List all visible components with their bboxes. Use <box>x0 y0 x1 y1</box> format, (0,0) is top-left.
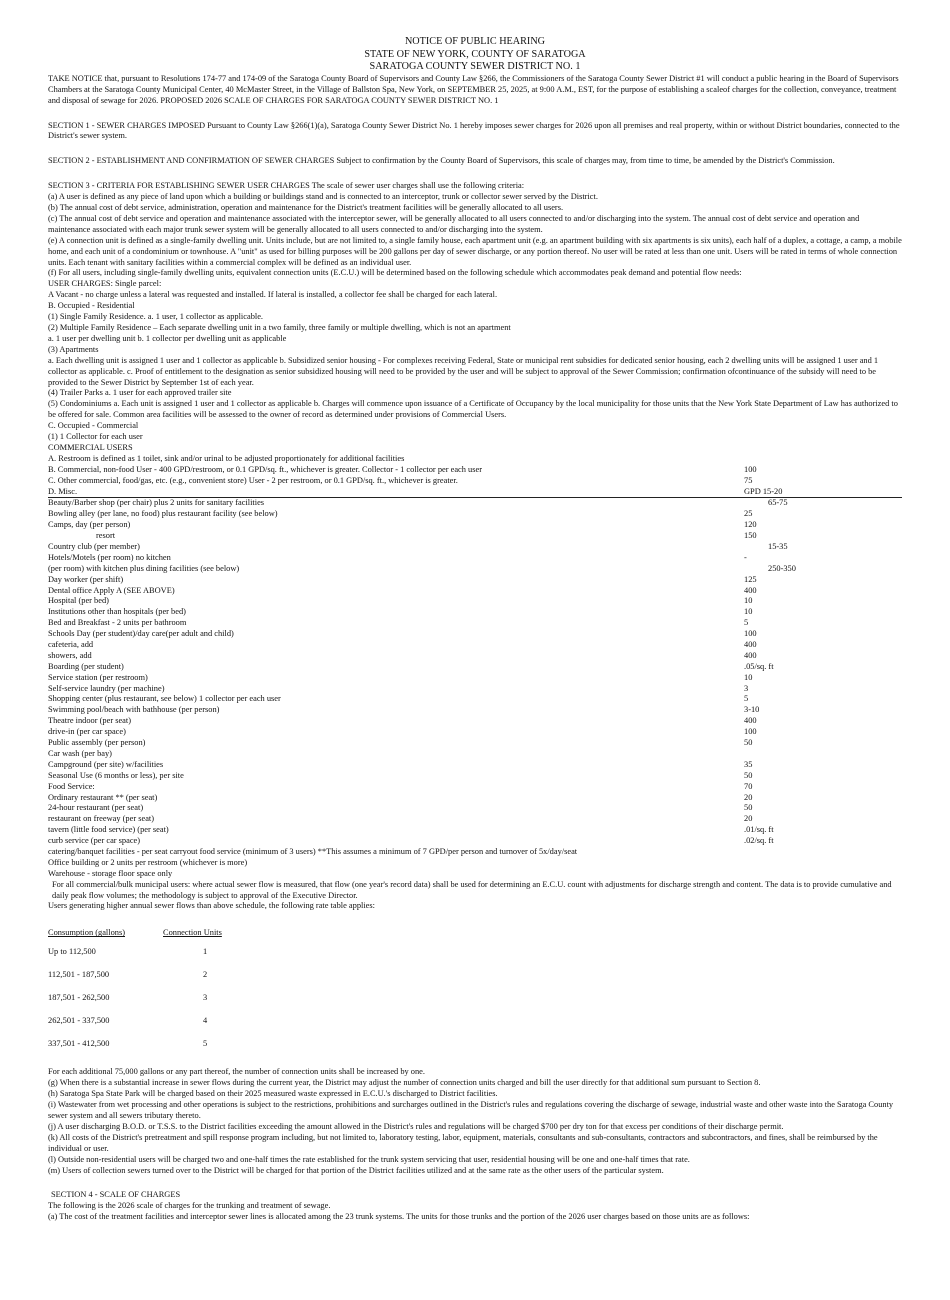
rate-units: 3 <box>203 993 208 1003</box>
clause-j: (j) A user discharging B.O.D. or T.S.S. to the District facilities exceeding the amount allowed in the District's rules and regulations will be charged $700 per dry ton for that excess per conditions of their discharge permit. <box>48 1121 784 1131</box>
gpd-row <box>48 760 902 771</box>
multiple-family-residence: (2) Multiple Family Residence – Each separate dwelling unit in a two family, three family or multiple dwelling, which is not an apartment <box>48 323 511 332</box>
gpd-row <box>48 498 902 509</box>
gpd-row-value: 15-35 <box>768 542 788 552</box>
gpd-row-label: C. Other commercial, food/gas, etc. (e.g., convenient store) User - 2 per restroom, or 0.1 GPD/sq. ft., whichever is greater. <box>48 475 458 485</box>
section-3-e: (e) A connection unit is defined as a single-family dwelling unit. Units include, but are not limited to, a single family house, each apartment unit (e.g. an apartment building with six apartments is six units), each half of a duplex, a cottage, a camp, a mobile home, and each unit of a condominium or townhouse. A "unit" as used for billing purposes will be 200 gallons per day of sewer discharge, or any portion thereof. No user will be rated at less than one unit. Users will be rated in terms of whole connection units. Each tenant with sanitary facilities within a commercial complex will be defined as an individual user. <box>48 235 902 267</box>
gpd-row-value: 100 <box>744 464 757 474</box>
section-4-intro: The following is the 2026 scale of charges for the trunking and treatment of sewage. <box>48 1201 331 1211</box>
rate-units: 4 <box>203 1016 208 1026</box>
gpd-row <box>48 596 902 607</box>
gpd-row <box>48 476 902 487</box>
bulk-users-text: For all commercial/bulk municipal users: where actual sewer flow is measured, that flow (one year's record data) shall be used for determining an E.C.U. count with adjustments for discharge strength and content. The data is to provide cumulative and daily peak flow volumes; the methodology is subject to approval of the Executive Director. <box>52 879 892 900</box>
gpd-row <box>48 607 902 618</box>
section-3 <box>48 181 902 465</box>
gpd-row-label: Bowling alley (per lane, no food) plus restaurant facility (see below) <box>48 509 278 519</box>
gpd-row-label: curb service (per car space) <box>48 836 141 846</box>
notice-state-county: STATE OF NEW YORK, COUNTY OF SARATOGA <box>364 48 586 60</box>
gpd-row <box>48 793 902 804</box>
gpd-row-label: B. Commercial, non-food User - 400 GPD/restroom, or 0.1 GPD/sq. ft., whichever is greater. Collector - 1 collector per each user <box>48 464 482 474</box>
gpd-row <box>48 847 902 858</box>
gpd-row-value: 65-75 <box>768 498 788 508</box>
gpd-row-label: Theatre indoor (per seat) <box>48 716 132 726</box>
section-3-heading: SECTION 3 - CRITERIA FOR ESTABLISHING SEWER USER CHARGES The scale of sewer user charges shall use the following criteria: <box>48 181 525 191</box>
gpd-row <box>48 640 902 651</box>
notice-header <box>48 36 902 74</box>
gpd-row <box>48 705 902 716</box>
gpd-row-label: Day worker (per shift) <box>48 574 124 584</box>
gpd-row-label: Camps, day (per person) <box>48 520 131 530</box>
occupied-commercial: C. Occupied - Commercial <box>48 421 139 431</box>
restroom-definition: A. Restroom is defined as 1 toilet, sink and/or urinal to be adjusted proportionately for additional facilities <box>48 453 405 463</box>
rate-table-row <box>48 1034 902 1057</box>
gpd-row <box>48 727 902 738</box>
gpd-row-value: 3-10 <box>744 705 760 715</box>
intro-paragraph: TAKE NOTICE that, pursuant to Resolutions 174-77 and 174-09 of the Saratoga County Board of Supervisors and County Law §266, the Commissioners of the Saratoga County Sewer District #1 will conduct a public hearing in the Board of Supervisors Chambers at the Saratoga County Municipal Center, 40 McMaster Street, in the Village of Ballston Spa, New York, on SEPTEMBER 25, 2025, at 9:00 A.M., EST, for the purpose of establishing a scaleof charges for the collection, conveyance, treatment and disposal of sewage for 2026. PROPOSED 2026 SCALE OF CHARGES FOR SARATOGA COUNTY SEWER DISTRICT NO. 1 <box>48 73 899 105</box>
section-4 <box>48 1190 902 1223</box>
gpd-row <box>48 716 902 727</box>
occupied-residential: B. Occupied - Residential <box>48 301 135 311</box>
gpd-row-label: Self-service laundry (per machine) <box>48 683 165 693</box>
gpd-row-value: 3 <box>744 683 749 693</box>
commercial-users-heading: COMMERCIAL USERS <box>48 442 133 452</box>
gpd-row-label: resort <box>96 531 116 541</box>
notice-title: NOTICE OF PUBLIC HEARING <box>404 36 546 47</box>
gpd-row <box>48 869 902 880</box>
vacant-text: A Vacant - no charge unless a lateral was requested and installed. If lateral is installed, a collector fee shall be charged for each lateral. <box>48 290 498 300</box>
gpd-row-value: 50 <box>744 738 753 748</box>
gpd-row-label: Shopping center (plus restaurant, see below) 1 collector per each user <box>48 694 281 704</box>
higher-flows-text: Users generating higher annual sewer flows than above schedule, the following rate table applies: <box>48 901 375 911</box>
gpd-row-label: Schools Day (per student)/day care(per adult and child) <box>48 629 234 639</box>
gpd-row-label: Food Service: <box>48 781 95 791</box>
section-1: SECTION 1 - SEWER CHARGES IMPOSED Pursuant to County Law §266(1)(a), Saratoga County Sewer District No. 1 hereby imposes sewer charges for 2026 upon all premises and real property, within or without District boundaries, connected to the District's sewer system. <box>48 120 900 141</box>
rate-units: 2 <box>203 970 208 980</box>
gpd-row-label: Institutions other than hospitals (per bed) <box>48 607 186 617</box>
gpd-row <box>48 629 902 640</box>
gpd-row <box>48 520 902 531</box>
after-table-clauses <box>48 1067 902 1176</box>
gpd-schedule <box>48 465 902 880</box>
gpd-row-label: Warehouse - storage floor space only <box>48 868 173 878</box>
gpd-row-value: 100 <box>744 629 757 639</box>
gpd-row-label: showers, add <box>48 650 92 660</box>
rate-range: Up to 112,500 <box>48 947 96 957</box>
section-3-b: (b) The annual cost of debt service, administration, operation and maintenance for the District's treatment facilities will be generally allocated to all users. <box>48 203 564 213</box>
gpd-row-label: Boarding (per student) <box>48 661 124 671</box>
gpd-row-label: Hotels/Motels (per room) no kitchen <box>48 552 171 562</box>
rate-table <box>48 928 902 1057</box>
gpd-row-value: GPD 15-20 <box>744 486 783 496</box>
clause-h: (h) Saratoga Spa State Park will be charged based on their 2025 measured waste expressed in E.C.U.'s discharged to District facilities. <box>48 1089 498 1099</box>
apartments-heading: (3) Apartments <box>48 344 99 354</box>
section-3-f: (f) For all users, including single-family dwelling units, equivalent connection units (E.C.U.) will be determined based on the following schedule which accommodates peak demand and potential flow needs: <box>48 268 742 278</box>
gpd-row-value: 20 <box>744 814 753 824</box>
gpd-row-value: 50 <box>744 770 753 780</box>
user-charges-heading: USER CHARGES: Single parcel: <box>48 279 162 289</box>
gpd-row <box>48 836 902 847</box>
gpd-row <box>48 673 902 684</box>
gpd-row-label: Car wash (per bay) <box>48 748 112 758</box>
rate-range: 187,501 - 262,500 <box>48 993 110 1003</box>
rate-range: 112,501 - 187,500 <box>48 970 110 980</box>
gpd-row-value: - <box>744 552 747 562</box>
single-family-residence: (1) Single Family Residence. a. 1 user, 1 collector as applicable. <box>48 312 264 322</box>
gpd-row-value: 5 <box>744 694 749 704</box>
gpd-row <box>48 662 902 673</box>
rate-range: 337,501 - 412,500 <box>48 1039 110 1049</box>
gpd-row-label: restaurant on freeway (per seat) <box>48 814 155 824</box>
gpd-row-value: 250-350 <box>768 563 796 573</box>
gpd-row-value: 5 <box>744 618 749 628</box>
gpd-row <box>48 564 902 575</box>
gpd-row <box>48 575 902 586</box>
gpd-row-label: 24-hour restaurant (per seat) <box>48 803 144 813</box>
gpd-row-label: Seasonal Use (6 months or less), per site <box>48 770 184 780</box>
gpd-row-label: (per room) with kitchen plus dining facilities (see below) <box>48 563 240 573</box>
rate-units: 1 <box>203 947 208 957</box>
gpd-row-label: Service station (per restroom) <box>48 672 148 682</box>
gpd-row-value: 35 <box>744 759 753 769</box>
section-3-a: (a) A user is defined as any piece of land upon which a building or buildings stand and is connected to an interceptor, trunk or collector sewer served by the District. <box>48 192 598 202</box>
gpd-row-value: 10 <box>744 672 753 682</box>
rate-table-row <box>48 965 902 988</box>
rate-units: 5 <box>203 1039 208 1049</box>
gpd-row <box>48 553 902 564</box>
gpd-row-label: Country club (per member) <box>48 542 140 552</box>
clause-m: (m) Users of collection sewers turned over to the District will be charged for that portion of the District facilities utilized and at the same rate as the other users of the particular system. <box>48 1165 664 1175</box>
gpd-row-label: Ordinary restaurant ** (per seat) <box>48 792 158 802</box>
notice-district: SARATOGA COUNTY SEWER DISTRICT NO. 1 <box>369 61 581 73</box>
rate-table-header <box>48 928 902 942</box>
gpd-row <box>48 858 902 869</box>
section-4-a: (a) The cost of the treatment facilities and interceptor sewer lines is allocated among the 23 trunk systems. The units for those trunks and the portion of the 2026 user charges based on those units are as follows: <box>48 1212 750 1222</box>
gpd-row <box>48 825 902 836</box>
gpd-row <box>48 542 902 553</box>
gpd-row <box>48 465 902 476</box>
gpd-row-value: 150 <box>744 531 757 541</box>
gpd-row <box>48 814 902 825</box>
gpd-row-label: catering/banquet facilities - per seat carryout food service (minimum of 3 users) **This assumes a minimum of 7 GPD/per person and turnover of 5x/day/seat <box>48 846 578 856</box>
gpd-row <box>48 803 902 814</box>
gpd-row-label: Hospital (per bed) <box>48 596 109 606</box>
gpd-row-label: D. Misc. <box>48 486 78 496</box>
gpd-row-value: 400 <box>744 650 757 660</box>
rate-table-row <box>48 988 902 1011</box>
gpd-row-value: 10 <box>744 596 753 606</box>
gpd-row-value: 25 <box>744 509 753 519</box>
gpd-row-label: tavern (little food service) (per seat) <box>48 825 169 835</box>
gpd-row <box>48 487 902 499</box>
section-3-c: (c) The annual cost of debt service and operation and maintenance associated with the interceptor sewer, will be generally allocated to all users connected to and/or discharging into the system. The annual cost of debt service and operation and maintenance associated with each major trunk sewer system will be generally allocated to all users connected to and/or discharging into the system. <box>48 213 860 234</box>
gpd-row <box>48 651 902 662</box>
clause-k: (k) All costs of the District's pretreatment and spill response program including, but not limited to, laboratory testing, labor, equipment, materials, consultants and sub-consultants, contractors and subcontractors, and fines, shall be reimbursed by the individual or user. <box>48 1132 878 1153</box>
gpd-row <box>48 509 902 520</box>
gpd-row-value: 50 <box>744 803 753 813</box>
gpd-row-value: 20 <box>744 792 753 802</box>
rate-table-row <box>48 942 902 965</box>
condominiums: (5) Condominiums a. Each unit is assigned 1 user and 1 collector as applicable b. Charges will commence upon issuance of a Certificate of Occupancy by the local municipality for those units that the New York State Department of Law has authorized to be offered for sale. Common area facilities will be assessed to the owner of record as determined under provisions of Commercial Users. <box>48 399 898 420</box>
gpd-row-label: Office building or 2 units per restroom (whichever is more) <box>48 857 248 867</box>
clause-l: (l) Outside non-residential users will be charged two and one-half times the rate established for the trunk system servicing that user, residential housing will be one and one-half times that rate. <box>48 1154 690 1164</box>
section-2: SECTION 2 - ESTABLISHMENT AND CONFIRMATION OF SEWER CHARGES Subject to confirmation by the County Board of Supervisors, this scale of charges may, from time to time, be amended by the District's Commission. <box>48 156 835 166</box>
multiple-family-a: a. 1 user per dwelling unit b. 1 collector per dwelling unit as applicable <box>48 333 287 343</box>
gpd-row-value: 75 <box>744 475 753 485</box>
clause-g: (g) When there is a substantial increase in sewer flows during the current year, the District may adjust the number of connection units charged and bill the user directly for that additional sum pursuant to Section 8. <box>48 1078 761 1088</box>
gpd-row-label: drive-in (per car space) <box>48 727 126 737</box>
gpd-row <box>48 684 902 695</box>
gpd-row-value: 10 <box>744 607 753 617</box>
gpd-row-label: Dental office Apply A (SEE ABOVE) <box>48 585 175 595</box>
gpd-row-label: Public assembly (per person) <box>48 738 146 748</box>
gpd-row-label: Campground (per site) w/facilities <box>48 759 164 769</box>
gpd-row <box>48 749 902 760</box>
gpd-row <box>48 771 902 782</box>
gpd-row <box>48 531 902 542</box>
gpd-row-value: .01/sq. ft <box>744 825 774 835</box>
gpd-row-value: 120 <box>744 520 757 530</box>
gpd-row <box>48 694 902 705</box>
gpd-row-label: Beauty/Barber shop (per chair) plus 2 units for sanitary facilities <box>48 498 265 508</box>
gpd-row <box>48 738 902 749</box>
gpd-row-value: 70 <box>744 781 753 791</box>
gpd-row-label: Swimming pool/beach with bathhouse (per person) <box>48 705 220 715</box>
section-4-heading: SECTION 4 - SCALE OF CHARGES <box>51 1190 181 1200</box>
gpd-row-label: Bed and Breakfast - 2 units per bathroom <box>48 618 187 628</box>
collector-per-user: (1) 1 Collector for each user <box>48 432 143 442</box>
gpd-row-value: .05/sq. ft <box>744 661 774 671</box>
each-additional-text: For each additional 75,000 gallons or any part thereof, the number of connection units shall be increased by one. <box>48 1067 425 1077</box>
gpd-row <box>48 618 902 629</box>
clause-i: (i) Wastewater from wet processing and other operations is subject to the restrictions, prohibitions and surcharges outlined in the District's rules and regulations covering the discharge of sewage, industrial waste and other waste into the Saratoga County sewer system and all sewers tributary thereto. <box>48 1100 894 1120</box>
gpd-row <box>48 782 902 793</box>
rate-range: 262,501 - 337,500 <box>48 1016 110 1026</box>
apartments-text: a. Each dwelling unit is assigned 1 user and 1 collector as applicable b. Subsidized senior housing - For complexes receiving Federal, State or municipal rent subsidies for dedicated senior housing, each 2 dwelling units will be assigned 1 user and 1 collector as applicable. c. Proof of entitlement to the designation as senior subsidized housing will need to be provided by the user and will be subject to approval of the Sewer Commission; confirmation ofcontinuance of the subsidy will need to be provided to the Sewer District by September 1st of each year. <box>48 355 879 387</box>
rate-table-header-units: Connection Units <box>163 928 222 938</box>
gpd-row-value: 100 <box>744 727 757 737</box>
gpd-row-value: .02/sq. ft <box>744 836 774 846</box>
gpd-row-label: cafeteria, add <box>48 640 94 650</box>
gpd-row-value: 400 <box>744 585 757 595</box>
rate-table-header-consumption: Consumption (gallons) <box>48 928 126 938</box>
gpd-row-value: 125 <box>744 574 757 584</box>
gpd-row-value: 400 <box>744 716 757 726</box>
gpd-row <box>48 586 902 597</box>
trailer-parks: (4) Trailer Parks a. 1 user for each approved trailer site <box>48 388 232 398</box>
gpd-row-value: 400 <box>744 640 757 650</box>
rate-table-row <box>48 1011 902 1034</box>
